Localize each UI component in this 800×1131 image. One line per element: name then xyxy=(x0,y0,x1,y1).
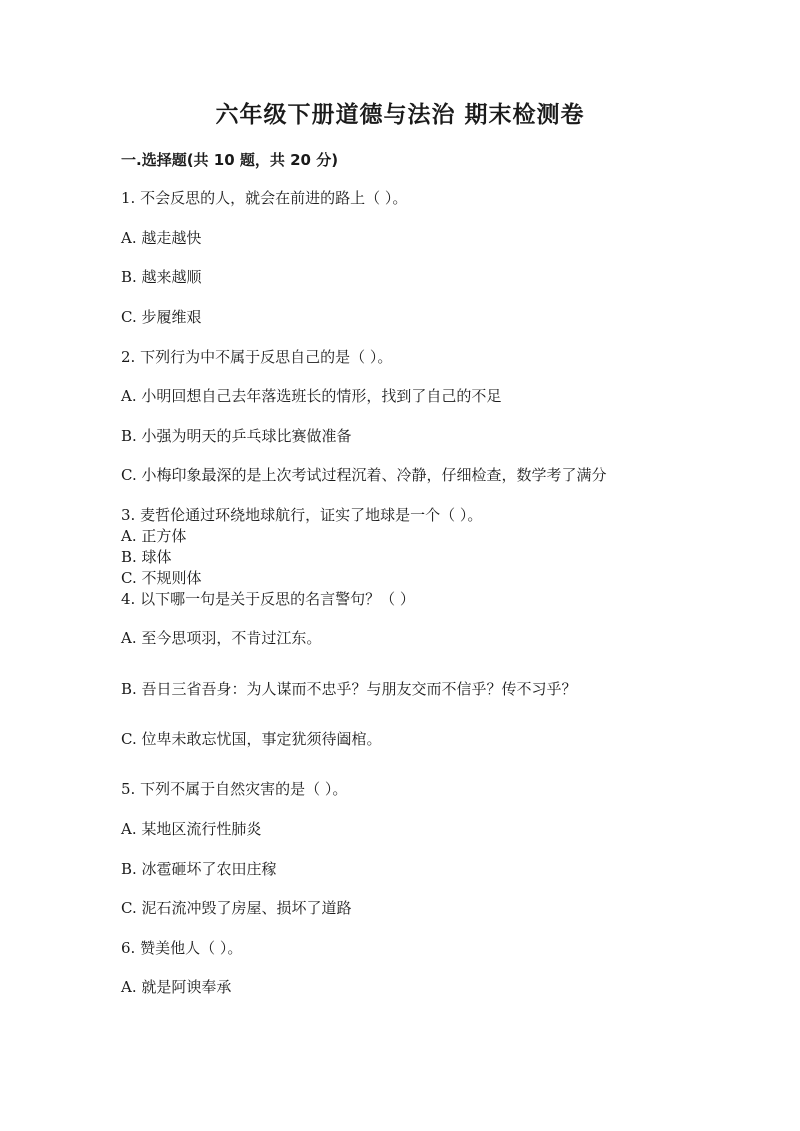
question-stem: 4. 以下哪一句是关于反思的名言警句？（ ） xyxy=(121,590,415,608)
section-heading: 一.选择题(共 10 题，共 20 分) xyxy=(121,151,339,169)
option-item: C. 步履维艰 xyxy=(121,308,202,326)
question-stem: 5. 下列不属于自然灾害的是（ ）。 xyxy=(121,780,348,798)
option-item: B. 冰雹砸坏了农田庄稼 xyxy=(121,860,277,878)
question-stem: 3. 麦哲伦通过环绕地球航行，证实了地球是一个（ ）。 xyxy=(121,506,483,524)
option-item: C. 位卑未敢忘忧国，事定犹须待阖棺。 xyxy=(121,730,382,748)
option-item: A. 某地区流行性肺炎 xyxy=(121,820,262,838)
option-item: A. 越走越快 xyxy=(121,229,202,247)
option-item: C. 泥石流冲毁了房屋、损坏了道路 xyxy=(121,899,352,917)
option-item: A. 小明回想自己去年落选班长的情形，找到了自己的不足 xyxy=(121,387,502,405)
option-item: B. 吾日三省吾身：为人谋而不忠乎？与朋友交而不信乎？传不习乎？ xyxy=(121,680,577,698)
option-item: C. 不规则体 xyxy=(121,569,202,587)
option-item: B. 球体 xyxy=(121,548,172,566)
option-item: B. 小强为明天的乒乓球比赛做准备 xyxy=(121,427,352,445)
question-stem: 6. 赞美他人（ ）。 xyxy=(121,939,243,957)
page-title: 六年级下册道德与法治 期末检测卷 xyxy=(215,102,585,128)
option-item: B. 越来越顺 xyxy=(121,268,202,286)
question-stem: 2. 下列行为中不属于反思自己的是（ ）。 xyxy=(121,348,393,366)
option-item: A. 正方体 xyxy=(121,527,187,545)
option-item: A. 就是阿谀奉承 xyxy=(121,978,232,996)
option-item: A. 至今思项羽，不肯过江东。 xyxy=(121,629,322,647)
option-item: C. 小梅印象最深的是上次考试过程沉着、冷静，仔细检查，数学考了满分 xyxy=(121,466,607,484)
question-stem: 1. 不会反思的人，就会在前进的路上（ ）。 xyxy=(121,189,408,207)
